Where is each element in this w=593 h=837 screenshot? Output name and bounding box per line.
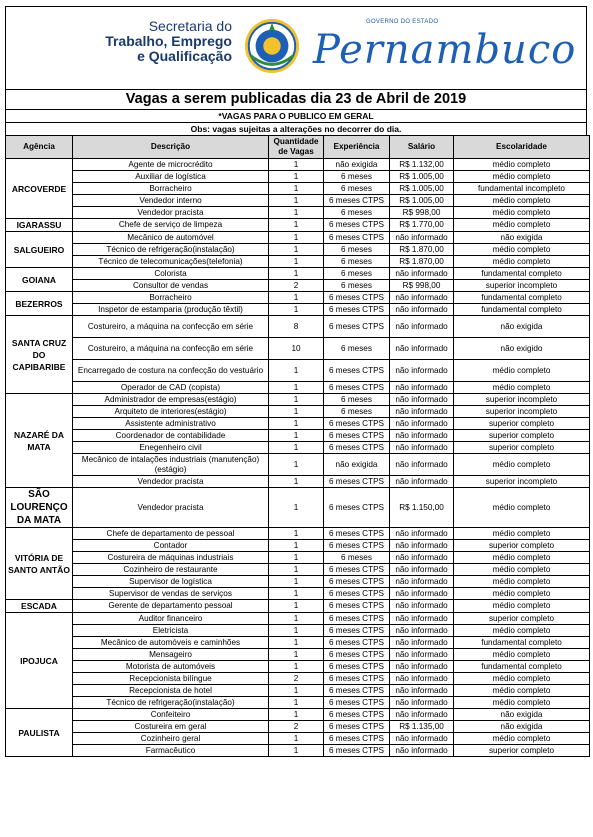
quantity-cell: 1: [269, 649, 324, 661]
description-cell: Vendedor pracista: [73, 476, 269, 488]
table-row: [6, 430, 590, 442]
experience-cell: 6 meses CTPS: [324, 637, 390, 649]
education-cell: médio completo: [454, 649, 590, 661]
description-cell: Supervisor de logística: [73, 576, 269, 588]
col-header-salary: Salário: [390, 136, 454, 159]
description-cell: Motorista de automóveis: [73, 661, 269, 673]
agency-cell: ARCOVERDE: [6, 159, 73, 219]
education-cell: médio completo: [454, 207, 590, 219]
education-cell: não exigida: [454, 721, 590, 733]
table-row: [6, 540, 590, 552]
education-cell: superior incompleto: [454, 280, 590, 292]
table-row: [6, 721, 590, 733]
col-header-experience: Experiência: [324, 136, 390, 159]
education-cell: não exigida: [454, 232, 590, 244]
description-cell: Agente de microcrédito: [73, 159, 269, 171]
description-cell: Assistente administrativo: [73, 418, 269, 430]
experience-cell: 6 meses: [324, 406, 390, 418]
salary-cell: não informado: [390, 576, 454, 588]
table-row: [6, 219, 590, 232]
secretaria-logo-text: [94, 19, 232, 64]
description-cell: Mensageiro: [73, 649, 269, 661]
experience-cell: 6 meses CTPS: [324, 613, 390, 625]
table-row: [6, 528, 590, 540]
description-cell: Eletricista: [73, 625, 269, 637]
education-cell: médio completo: [454, 195, 590, 207]
salary-cell: não informado: [390, 304, 454, 316]
education-cell: não exigida: [454, 709, 590, 721]
education-cell: superior completo: [454, 745, 590, 757]
education-cell: não exigido: [454, 338, 590, 360]
description-cell: Auxiliar de logística: [73, 171, 269, 183]
agency-cell: PAULISTA: [6, 709, 73, 757]
quantity-cell: 1: [269, 219, 324, 232]
description-cell: Administrador de empresas(estágio): [73, 394, 269, 406]
quantity-cell: 1: [269, 304, 324, 316]
experience-cell: 6 meses CTPS: [324, 232, 390, 244]
education-cell: médio completo: [454, 488, 590, 528]
description-cell: Confeiteiro: [73, 709, 269, 721]
quantity-cell: 1: [269, 406, 324, 418]
quantity-cell: 1: [269, 195, 324, 207]
agency-cell: SALGUEIRO: [6, 232, 73, 268]
quantity-cell: 1: [269, 382, 324, 394]
quantity-cell: 1: [269, 528, 324, 540]
table-row: [6, 418, 590, 430]
quantity-cell: 1: [269, 360, 324, 382]
education-cell: médio completo: [454, 600, 590, 613]
salary-cell: não informado: [390, 552, 454, 564]
education-cell: superior completo: [454, 442, 590, 454]
table-row: [6, 304, 590, 316]
experience-cell: 6 meses: [324, 268, 390, 280]
experience-cell: 6 meses: [324, 244, 390, 256]
quantity-cell: 1: [269, 159, 324, 171]
table-row: [6, 280, 590, 292]
table-row: [6, 406, 590, 418]
description-cell: Mecânico de intalações industriais (manutenção) (estágio): [73, 454, 269, 476]
page-title: Vagas a serem publicadas dia 23 de Abril de 2019: [5, 89, 587, 109]
salary-cell: não informado: [390, 360, 454, 382]
table-row: [6, 338, 590, 360]
education-cell: médio completo: [454, 733, 590, 745]
description-cell: Chefe de serviço de limpeza: [73, 219, 269, 232]
table-row: [6, 244, 590, 256]
quantity-cell: 1: [269, 625, 324, 637]
table-row: [6, 268, 590, 280]
table-row: [6, 171, 590, 183]
quantity-cell: 1: [269, 171, 324, 183]
vacancy-table: [5, 135, 590, 757]
experience-cell: 6 meses: [324, 183, 390, 195]
quantity-cell: 1: [269, 292, 324, 304]
education-cell: médio completo: [454, 625, 590, 637]
description-cell: Farmacêutico: [73, 745, 269, 757]
education-cell: fundamental incompleto: [454, 183, 590, 195]
salary-cell: R$ 998,00: [390, 280, 454, 292]
table-row: [6, 613, 590, 625]
vacancy-table-body: [6, 159, 590, 757]
col-header-description: Descrição: [73, 136, 269, 159]
salary-cell: não informado: [390, 697, 454, 709]
experience-cell: 6 meses CTPS: [324, 600, 390, 613]
education-cell: médio completo: [454, 360, 590, 382]
salary-cell: R$ 1.870,00: [390, 244, 454, 256]
experience-cell: 6 meses CTPS: [324, 649, 390, 661]
education-cell: médio completo: [454, 256, 590, 268]
table-row: [6, 552, 590, 564]
quantity-cell: 1: [269, 564, 324, 576]
table-row: [6, 745, 590, 757]
experience-cell: 6 meses CTPS: [324, 709, 390, 721]
table-row: [6, 733, 590, 745]
experience-cell: 6 meses: [324, 256, 390, 268]
description-cell: Borracheiro: [73, 292, 269, 304]
salary-cell: não informado: [390, 637, 454, 649]
salary-cell: não informado: [390, 418, 454, 430]
salary-cell: não informado: [390, 292, 454, 304]
table-row: [6, 588, 590, 600]
experience-cell: 6 meses CTPS: [324, 442, 390, 454]
quantity-cell: 1: [269, 476, 324, 488]
education-cell: médio completo: [454, 528, 590, 540]
experience-cell: 6 meses: [324, 394, 390, 406]
description-cell: Auditor financeiro: [73, 613, 269, 625]
table-row: [6, 673, 590, 685]
description-cell: Costureira em geral: [73, 721, 269, 733]
agency-cell: NAZARÉ DA MATA: [6, 394, 73, 488]
table-row: [6, 292, 590, 304]
table-row: [6, 576, 590, 588]
salary-cell: não informado: [390, 316, 454, 338]
experience-cell: 6 meses CTPS: [324, 430, 390, 442]
quantity-cell: 1: [269, 733, 324, 745]
salary-cell: não informado: [390, 745, 454, 757]
description-cell: Operador de CAD (copista): [73, 382, 269, 394]
pernambuco-logo: Pernambuco: [313, 27, 577, 73]
salary-cell: não informado: [390, 382, 454, 394]
education-cell: médio completo: [454, 697, 590, 709]
table-row: [6, 454, 590, 476]
description-cell: Vendedor interno: [73, 195, 269, 207]
description-cell: Técnico de refrigeração(instalação): [73, 697, 269, 709]
education-cell: médio completo: [454, 588, 590, 600]
description-cell: Arquiteto de interiores(estágio): [73, 406, 269, 418]
table-row: [6, 476, 590, 488]
quantity-cell: 1: [269, 488, 324, 528]
quantity-cell: 1: [269, 394, 324, 406]
experience-cell: 6 meses CTPS: [324, 292, 390, 304]
agency-cell: IPOJUCA: [6, 613, 73, 709]
quantity-cell: 1: [269, 540, 324, 552]
table-row: [6, 316, 590, 338]
education-cell: superior completo: [454, 540, 590, 552]
quantity-cell: 1: [269, 637, 324, 649]
experience-cell: 6 meses CTPS: [324, 476, 390, 488]
quantity-cell: 1: [269, 442, 324, 454]
table-row: [6, 685, 590, 697]
salary-cell: R$ 1.770,00: [390, 219, 454, 232]
table-row: [6, 600, 590, 613]
education-cell: médio completo: [454, 382, 590, 394]
quantity-cell: 1: [269, 183, 324, 195]
page-subtitle: *VAGAS PARA O PUBLICO EM GERAL: [5, 109, 587, 122]
experience-cell: 6 meses CTPS: [324, 219, 390, 232]
agency-cell: ESCADA: [6, 600, 73, 613]
experience-cell: 6 meses: [324, 552, 390, 564]
description-cell: Recepcionista de hotel: [73, 685, 269, 697]
description-cell: Recepcionista bilíngue: [73, 673, 269, 685]
quantity-cell: 1: [269, 588, 324, 600]
quantity-cell: 1: [269, 232, 324, 244]
secretaria-line-3: e Qualificação: [137, 48, 232, 64]
table-row: [6, 697, 590, 709]
experience-cell: 6 meses CTPS: [324, 661, 390, 673]
experience-cell: 6 meses CTPS: [324, 697, 390, 709]
salary-cell: não informado: [390, 649, 454, 661]
experience-cell: 6 meses CTPS: [324, 360, 390, 382]
quantity-cell: 2: [269, 673, 324, 685]
table-row: [6, 488, 590, 528]
salary-cell: não informado: [390, 733, 454, 745]
table-row: [6, 649, 590, 661]
description-cell: Gerente de departamento pessoal: [73, 600, 269, 613]
quantity-cell: 1: [269, 697, 324, 709]
description-cell: Inspetor de estamparia (produção têxtil): [73, 304, 269, 316]
salary-cell: não informado: [390, 528, 454, 540]
salary-cell: não informado: [390, 394, 454, 406]
salary-cell: não informado: [390, 673, 454, 685]
experience-cell: 6 meses CTPS: [324, 673, 390, 685]
table-row: [6, 564, 590, 576]
quantity-cell: 1: [269, 552, 324, 564]
agency-cell: SANTA CRUZ DO CAPIBARIBE: [6, 316, 73, 394]
education-cell: superior completo: [454, 418, 590, 430]
description-cell: Chefe de departamento de pessoal: [73, 528, 269, 540]
education-cell: médio completo: [454, 564, 590, 576]
quantity-cell: 1: [269, 244, 324, 256]
salary-cell: não informado: [390, 442, 454, 454]
salary-cell: não informado: [390, 268, 454, 280]
salary-cell: não informado: [390, 476, 454, 488]
education-cell: fundamental completo: [454, 661, 590, 673]
quantity-cell: 10: [269, 338, 324, 360]
experience-cell: 6 meses CTPS: [324, 540, 390, 552]
experience-cell: 6 meses CTPS: [324, 721, 390, 733]
quantity-cell: 8: [269, 316, 324, 338]
table-row: [6, 360, 590, 382]
education-cell: médio completo: [454, 219, 590, 232]
table-row: [6, 232, 590, 244]
salary-cell: R$ 1.005,00: [390, 183, 454, 195]
table-row: [6, 442, 590, 454]
salary-cell: não informado: [390, 454, 454, 476]
education-cell: médio completo: [454, 454, 590, 476]
description-cell: Vendedor pracista: [73, 488, 269, 528]
experience-cell: 6 meses CTPS: [324, 488, 390, 528]
description-cell: Supervisor de vendas de serviços: [73, 588, 269, 600]
salary-cell: não informado: [390, 406, 454, 418]
secretaria-line-2: Trabalho, Emprego: [105, 33, 232, 49]
table-row: [6, 382, 590, 394]
description-cell: Cozinheiro geral: [73, 733, 269, 745]
salary-cell: R$ 1.870,00: [390, 256, 454, 268]
experience-cell: 6 meses CTPS: [324, 528, 390, 540]
gov-label: GOVERNO DO ESTADO: [366, 19, 439, 25]
quantity-cell: 1: [269, 268, 324, 280]
education-cell: fundamental completo: [454, 292, 590, 304]
agency-cell: VITÓRIA DE SANTO ANTÃO: [6, 528, 73, 600]
agency-cell: BEZERROS: [6, 292, 73, 316]
salary-cell: R$ 1.005,00: [390, 195, 454, 207]
quantity-cell: 1: [269, 454, 324, 476]
document-header: [5, 6, 587, 89]
quantity-cell: 1: [269, 613, 324, 625]
table-row: [6, 183, 590, 195]
experience-cell: 6 meses: [324, 207, 390, 219]
salary-cell: R$ 1.132,00: [390, 159, 454, 171]
table-row: [6, 256, 590, 268]
salary-cell: não informado: [390, 232, 454, 244]
table-row: [6, 625, 590, 637]
state-seal-icon: [243, 17, 301, 75]
description-cell: Contador: [73, 540, 269, 552]
education-cell: superior incompleto: [454, 406, 590, 418]
salary-cell: não informado: [390, 540, 454, 552]
table-row: [6, 661, 590, 673]
table-row: [6, 394, 590, 406]
col-header-quantity: Quantidade de Vagas: [269, 136, 324, 159]
table-row: [6, 709, 590, 721]
description-cell: Consultor de vendas: [73, 280, 269, 292]
experience-cell: 6 meses CTPS: [324, 418, 390, 430]
education-cell: superior completo: [454, 430, 590, 442]
experience-cell: 6 meses CTPS: [324, 685, 390, 697]
description-cell: Borracheiro: [73, 183, 269, 195]
agency-cell: SÃO LOURENÇO DA MATA: [6, 488, 73, 528]
education-cell: médio completo: [454, 685, 590, 697]
education-cell: superior incompleto: [454, 476, 590, 488]
salary-cell: não informado: [390, 588, 454, 600]
experience-cell: 6 meses: [324, 338, 390, 360]
table-row: [6, 159, 590, 171]
job-listing-page: [5, 6, 587, 757]
table-row: [6, 207, 590, 219]
education-cell: superior completo: [454, 613, 590, 625]
description-cell: Mecânico de automóveis e caminhões: [73, 637, 269, 649]
salary-cell: não informado: [390, 613, 454, 625]
salary-cell: R$ 1.150,00: [390, 488, 454, 528]
salary-cell: não informado: [390, 625, 454, 637]
description-cell: Técnico de telecomunicações(telefonia): [73, 256, 269, 268]
experience-cell: 6 meses CTPS: [324, 564, 390, 576]
education-cell: fundamental completo: [454, 637, 590, 649]
quantity-cell: 1: [269, 745, 324, 757]
salary-cell: não informado: [390, 661, 454, 673]
col-header-education: Escolaridade: [454, 136, 590, 159]
experience-cell: 6 meses CTPS: [324, 745, 390, 757]
description-cell: Enegenheiro civil: [73, 442, 269, 454]
description-cell: Cozinheiro de restaurante: [73, 564, 269, 576]
salary-cell: não informado: [390, 430, 454, 442]
description-cell: Coordenador de contabilidade: [73, 430, 269, 442]
description-cell: Vendedor pracista: [73, 207, 269, 219]
experience-cell: 6 meses CTPS: [324, 195, 390, 207]
description-cell: Encarregado de costura na confecção do vestuário: [73, 360, 269, 382]
experience-cell: 6 meses CTPS: [324, 588, 390, 600]
salary-cell: R$ 998,00: [390, 207, 454, 219]
salary-cell: R$ 1.135,00: [390, 721, 454, 733]
experience-cell: não exigida: [324, 159, 390, 171]
quantity-cell: 1: [269, 576, 324, 588]
quantity-cell: 1: [269, 661, 324, 673]
quantity-cell: 2: [269, 280, 324, 292]
description-cell: Técnico de refrigeração(instalação): [73, 244, 269, 256]
education-cell: fundamental completo: [454, 304, 590, 316]
experience-cell: 6 meses: [324, 171, 390, 183]
education-cell: médio completo: [454, 244, 590, 256]
quantity-cell: 1: [269, 418, 324, 430]
table-row: [6, 195, 590, 207]
quantity-cell: 1: [269, 709, 324, 721]
quantity-cell: 1: [269, 207, 324, 219]
education-cell: superior incompleto: [454, 394, 590, 406]
experience-cell: não exigida: [324, 454, 390, 476]
education-cell: médio completo: [454, 576, 590, 588]
experience-cell: 6 meses CTPS: [324, 733, 390, 745]
secretaria-line-1: Secretaria do: [148, 18, 232, 34]
page-note: Obs: vagas sujeitas a alterações no decorrer do dia.: [5, 122, 587, 135]
description-cell: Costureira de máquinas industriais: [73, 552, 269, 564]
salary-cell: não informado: [390, 685, 454, 697]
education-cell: não exigida: [454, 316, 590, 338]
salary-cell: não informado: [390, 338, 454, 360]
experience-cell: 6 meses CTPS: [324, 304, 390, 316]
education-cell: médio completo: [454, 159, 590, 171]
quantity-cell: 1: [269, 430, 324, 442]
education-cell: fundamental completo: [454, 268, 590, 280]
experience-cell: 6 meses CTPS: [324, 625, 390, 637]
education-cell: médio completo: [454, 552, 590, 564]
experience-cell: 6 meses CTPS: [324, 382, 390, 394]
col-header-agency: Agência: [6, 136, 73, 159]
experience-cell: 6 meses CTPS: [324, 316, 390, 338]
experience-cell: 6 meses CTPS: [324, 576, 390, 588]
description-cell: Costureiro, a máquina na confecção em série: [73, 338, 269, 360]
agency-cell: GOIANA: [6, 268, 73, 292]
description-cell: Mecânico de automóvel: [73, 232, 269, 244]
description-cell: Colorista: [73, 268, 269, 280]
table-row: [6, 637, 590, 649]
salary-cell: não informado: [390, 564, 454, 576]
quantity-cell: 1: [269, 600, 324, 613]
quantity-cell: 1: [269, 256, 324, 268]
salary-cell: R$ 1.005,00: [390, 171, 454, 183]
education-cell: médio completo: [454, 171, 590, 183]
salary-cell: não informado: [390, 709, 454, 721]
description-cell: Costureiro, a máquina na confecção em série: [73, 316, 269, 338]
agency-cell: IGARASSU: [6, 219, 73, 232]
experience-cell: 6 meses: [324, 280, 390, 292]
education-cell: médio completo: [454, 673, 590, 685]
quantity-cell: 1: [269, 685, 324, 697]
salary-cell: não informado: [390, 600, 454, 613]
quantity-cell: 2: [269, 721, 324, 733]
